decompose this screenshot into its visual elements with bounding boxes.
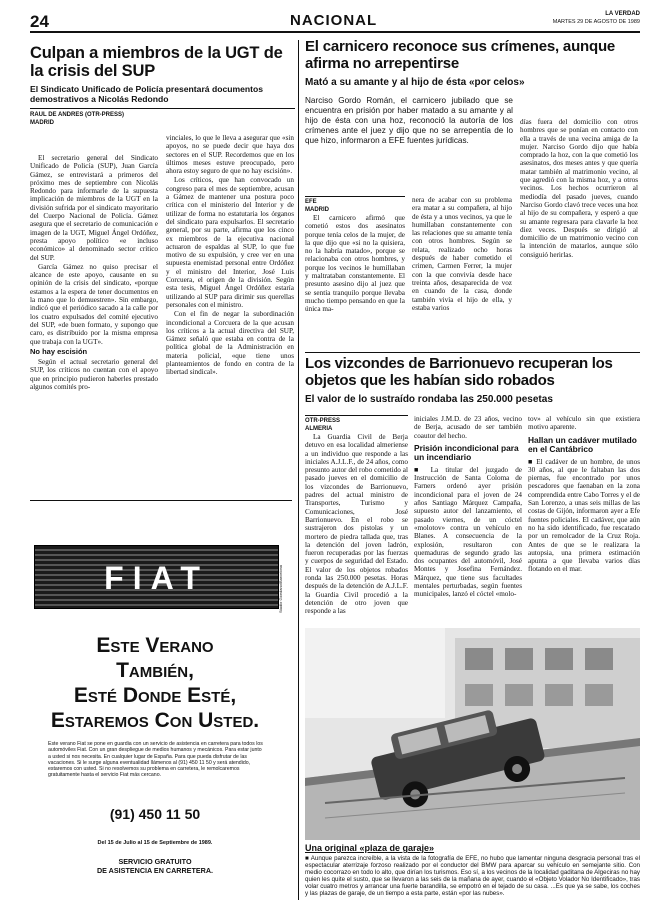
dateline: MADRID: [305, 207, 329, 213]
left-headline: Culpan a miembros de la UGT de la crisis del SUP: [30, 44, 283, 80]
section-title: NACIONAL: [290, 12, 378, 29]
paragraph: días fuera del domicilio con otros hombres que se ponían en contacto con ella a través de una vecina amiga de la mujer. Narciso Gordo dijo que había comprado la hoz, con la que cometió los asesinatos, dos meses antes y que quería matar también al matrimonio vecino, al que agredió con la misma hoz, y a otros vecinos. Los hechos ocurrieron al mediodía del pasado jueves, cuando Narciso Gordo clavó trece veces una hoz al hijo de su compañera, y esperó a que su amante regresara para clavarle la hoz diez veces. Después se dirigió al domicilio de un matrimonio vecino con la intención de matarlos, aunque sólo consiguió herirlas.: [520, 118, 638, 259]
byline: RAUL DE ANDRES (OTR-PRESS): [30, 112, 125, 118]
paragraph: Con el fin de negar la subordinación incondicional a Corcuera de la que acusan los críticos a la actual directiva del SUP, Gámez señaló que estaba en contra de la política global de la Administración en materia policial, «que tiene unos planteamientos de fondo en contra de la libertad sindical».: [166, 310, 294, 377]
ad-footer-line: SERVICIO GRATUITO: [118, 857, 192, 866]
paragraph: tov» al vehículo sin que existiera motivo aparente.: [528, 415, 640, 432]
paragraph: vinciales, lo que le lleva a asegurar que «sin apoyos, no se puede decir que haya dos sectores en el SUP. Recordemos que en los últimos meses estuve preocupado, pero ahora estoy seguro de que no hay escisión».: [166, 134, 294, 176]
car-on-roof-photo: [305, 628, 640, 840]
paragraph: Los críticos, que han convocado un congreso para el mes de septiembre, acusan a Gámez de mantener una postura poco crítica con el ministerio del Interior y de utilizar de forma no estatutaria los órganos del sindicato para expulsarlos. El secretario general, por su parte, afirma que los cinco ex miembros de la ejecutiva nacional actuaron de espaldas al SUP, lo que fue motivo de su expulsión, y cree ver en una supuesta enemistad personal entre Ordóñez y el ministro del Interior, José Luis Corcuera, el origen de la división. Según esta tesis, Miguel Ángel Ordóñez estaría utilizando al SUP para dirimir sus querellas personales con el ministro.: [166, 176, 294, 309]
right-lead: Narciso Gordo Román, el carnicero jubilado que se encuentra en prisión por haber matado a su amante y al hijo de ésta con una hoz, reconoció la autoría de los crímenes ante el juez y dijo que no se arrepentía de lo que hizo, informaron a EFE fuentes jurídicas.: [305, 96, 513, 145]
ad-body: Este verano Fiat se pone en guardia con un servicio de asistencia en carretera para todos los automóviles Fiat. Con un gran despliegue de medios humanos y mecánicos. Para estar junto a usted si nos necesita. En cualquier lugar de España. Para que pueda disfrutar de las vacaciones. Si le surge alguna eventualidad llámenos al (91) 450 11 50 y será atendido, estaremos con usted. Si no resolvemos su problema en carretera, le remolcaremos gratuitamente hasta el servicio Fiat más cercano.: [48, 741, 263, 779]
ad-headline-line: Este Verano: [96, 634, 214, 657]
dateline: MADRID: [30, 120, 54, 126]
left-dek: El Sindicato Unificado de Policía presentará documentos demostrativos a Nicolás Redondo: [30, 84, 264, 104]
page-number: 24: [30, 12, 49, 31]
middle-col-1: [305, 415, 408, 616]
top-right-article: [305, 38, 640, 350]
header-rule: [30, 31, 640, 33]
ad-headline-line: También,: [116, 659, 194, 682]
middle-subhead: Hallan un cadáver mutilado en el Cantábrico: [528, 434, 637, 455]
paragraph: ■ La titular del juzgado de Instrucción de Santa Coloma de Farners ordenó ayer prisión incondicional para el joven de 24 años Santiago Márquez Campaña, supuesto autor del lanzamiento, el pasado viernes, de un cóctel «molotov» contra un vehículo en Blanes. A consecuencia de la explosión, resultaron con quemaduras de segundo grado las dos ocupantes del automóvil, José Montes y Josefina Fernández. Márquez, que tiene sus facultades mentales perturbadas, según fuentes municipales, lanzó el cóctel «molo-: [414, 466, 522, 599]
left-article: [30, 44, 295, 489]
ad-phone: (91) 450 11 50: [109, 806, 201, 822]
middle-rule: [305, 352, 640, 353]
right-col-2: [412, 196, 512, 313]
ad-footer: [30, 858, 280, 875]
right-col-1: [305, 196, 405, 314]
right-dek: Mató a su amante y al hijo de ésta «por celos»: [305, 77, 525, 88]
page-header: [30, 8, 640, 32]
middle-subhead: Prisión incondicional para un incendiario: [414, 442, 519, 463]
ad-headline: [30, 633, 280, 733]
ad-footer-line: DE ASISTENCIA EN CARRETERA.: [96, 865, 214, 875]
ad-credit: Studio Giordano/Barcelona: [278, 564, 283, 613]
left-col-2: [166, 134, 294, 378]
right-col-3: [520, 118, 638, 260]
middle-dek: El valor de lo sustraído rondaba las 250.000 pesetas: [305, 394, 553, 405]
issue-date: MARTES 29 DE AGOSTO DE 1989: [552, 19, 640, 25]
fiat-banner: [34, 545, 279, 609]
paragraph: La Guardia Civil de Berja detuvo en esa localidad almeriense a un individuo que responde a las iniciales A.J.L.F., de 24 años, como presunto autor del robo cometido al pasado jueves en el domicilio de los vizcondes de Barrionuevo, padres del actual ministro de Transportes, Turismo y Comunicaciones, José Barrionuevo. En el robo se sustrajeron dos pistolas y un mortero de piedra tallada que, tras la detención del joven ladrón, fueron recuperadas por las fuerzas y cuerpos de seguridad del Estado. El valor de los objetos robados ronda las 250.000 pesetas. Horas después de la detención de A.J.L.F. la Guardia Civil procedió a la detención de otro joven que responde a las: [305, 433, 408, 616]
fiat-logo: FIAT: [104, 560, 209, 596]
middle-col-3: [528, 415, 640, 574]
middle-article: [305, 355, 640, 625]
ad-headline-line: Esté Donde Esté,: [73, 684, 237, 707]
ad-headline-line: Estaremos Con Usted.: [50, 709, 260, 732]
left-col-1: [30, 154, 158, 392]
photo-caption: [305, 843, 640, 898]
paragraph: ■ El cadáver de un hombre, de unos 30 años, al que le faltaban las dos piernas, fue encontrado por unos pescadores que faenaban en la zona comprendida entre Cabo Torres y el de San Lorenzo, a unas seis millas de las costas de Gijón, informaron ayer a Efe fuentes policiales. El cadáver, que aún no ha sido identificado, fue rescatado por un remolcador de la Cruz Roja. Antes de que se le realizara la autopsia, una primera estimación apunta a que llevaba varios días flotando en el mar.: [528, 458, 640, 574]
middle-col-2: [414, 415, 522, 599]
paragraph: iniciales J.M.D. de 23 años, vecino de Berja, acusado de ser también coautor del hecho.: [414, 415, 522, 440]
paper-name: LA VERDAD: [605, 11, 640, 17]
left-byline: [30, 108, 295, 127]
agency: OTR-PRESS: [305, 415, 408, 425]
paragraph: Según el actual secretario general del SUP, los críticos no cuentan con el apoyo que en principio pudieron haberles prestado algunos comités pro-: [30, 358, 158, 392]
agency: EFE: [305, 196, 405, 206]
middle-headline: Los vizcondes de Barrionuevo recuperan los objetos que les habían sido robados: [305, 355, 613, 389]
paragraph: El carnicero afirmó que cometió estos dos asesinatos porque tenía celos de la mujer, de la que dijo que «si no la quisiera, no la habría matado», porque se relacionaba con otros hombres, y porque los vecinos le humillaban y maltrataban constantemente. El presunto asesino dijo al juez que se sentía tranquilo porque llevaba mucho tiempo pensando en que la única ma-: [305, 214, 405, 314]
caption-title: Una original «plaza de garaje»: [305, 843, 435, 853]
fiat-ad: [30, 500, 292, 900]
right-headline: El carnicero reconoce sus crímenes, aunque afirma no arrepentirse: [305, 38, 616, 72]
paragraph: nera de acabar con su problema era matar a su compañera, al hijo de ésta y a unos vecinos, ya que le humillaban constantemente con las relaciones que su amante tenía con otros hombres. Según se relata, realizado ocho horas después de haber cometido el crimen, Carmen Ferrer, la mujer con la que convivía desde hace treinta años, desaparecida de voz en cuando de la casa, donde también vivía el hijo de ella, y estaba varios: [412, 196, 512, 312]
paragraph: El secretario general del Sindicato Unificado de Policía (SUP), Juan García Gámez, se entrevistará a primeros del próximo mes de septiembre con Nicolás Redondo para informarle de la supuesta implicación de miembros de la UGT en la división sufrida por el sindicato mayoritario del Cuerpo Nacional de Policía. Gámez asegura que el secretario de comunicación e imagen de la UGT, Miguel Ángel Ordóñez, presta apoyo político «e incluso económico» al denominado sector crítico del SUP.: [30, 154, 158, 262]
photo-illustration: [305, 628, 640, 840]
dateline: ALMERIA: [305, 426, 333, 432]
paragraph: García Gámez no quiso precisar el alcance de este apoyo, causante en su opinión de la crisis del sindicato, «porque estamos a la espera de tener documentos en la mano que lo demuestren». Sin embargo, indicó que el periódico sacado a la calle por los cuatro expulsados del comité ejecutivo del SUP, «de buen formato, y supongo que caro, es distribuido por la misma empresa que trabaja con la UGT».: [30, 262, 158, 346]
column-rule: [298, 40, 299, 900]
left-subhead: No hay escisión: [30, 346, 88, 356]
ad-dates: Del 15 de Julio al 15 de Septiembre de 1989.: [97, 840, 213, 846]
caption-text: ■ Aunque parezca increíble, a la vista de la fotografía de EFE, no hubo que lamentar ninguna desgracia personal tras el espectacular aterrizaje forzoso realizado por el conductor del BMW para aparcar su vehículo en semejante sitio. Con medio cocorrazo en todo lo alto, que dirían los turismos. Eso sí, a los vecinos de la localidad gaditana de Algeciras no hay quien les quite el susto, que se llevaron a las seis de la mañana de ayer, cuando el «Objeto Volador No Identificado», tras volar cuatro metros y arrancar una fuerte barandilla, se empotró en el tejado de su casa. ...Es que ya se sabe, los coches y las plazas de garaje, de un tiempo a esta parte, están «por las nubes».: [305, 855, 640, 898]
